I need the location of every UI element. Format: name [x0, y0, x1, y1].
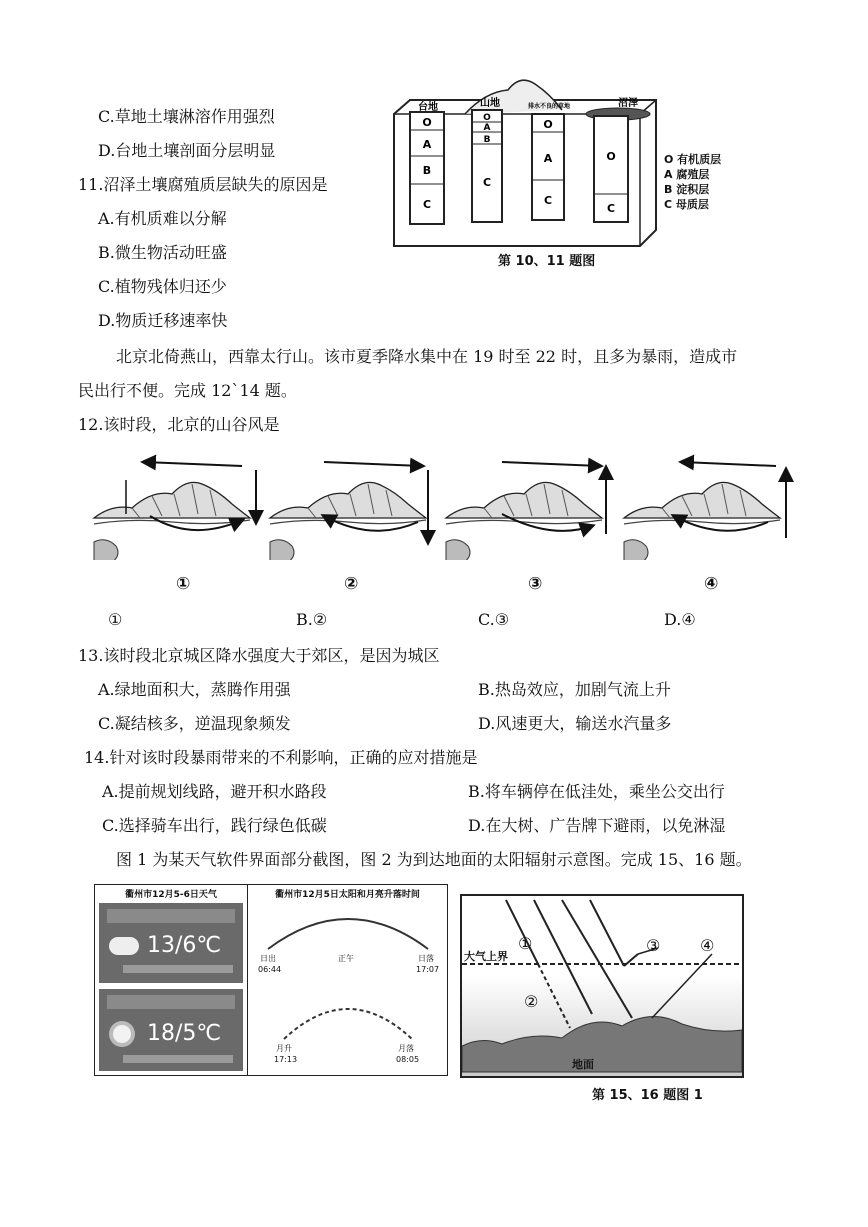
- profile3-o: O: [543, 118, 553, 131]
- moonset-label: 月落: [398, 1044, 414, 1053]
- q13-stem: 13.该时段北京城区降水强度大于郊区，是因为城区: [78, 646, 440, 665]
- diagram-label-2: ②: [344, 574, 359, 594]
- profile2-c: C: [482, 176, 492, 189]
- diagram-label-1: ①: [176, 574, 191, 594]
- ground-label: 地面: [572, 1058, 594, 1071]
- q10-option-d: D.台地土壤剖面分层明显: [98, 141, 276, 160]
- q10-option-c: C.草地土壤淋溶作用强烈: [98, 107, 275, 126]
- soil-legend: [664, 152, 721, 212]
- q13-option-d: D.风速更大，输送水汽量多: [478, 714, 672, 733]
- ray-label-3: ③: [646, 936, 661, 955]
- moon-arc: [284, 1009, 412, 1039]
- q11-option-b: B.微生物活动旺盛: [98, 243, 227, 262]
- sun-arc: [268, 919, 428, 949]
- sun-moon-title: 衢州市12月5日太阳和月亮升落时间: [275, 890, 420, 900]
- weather-title: 衢州市12月5-6日天气: [125, 890, 217, 900]
- legend-item-o: O 有机质层: [664, 153, 722, 166]
- atmosphere-label: 大气上界: [464, 950, 508, 963]
- profile1-o: O: [422, 116, 432, 129]
- sun-moon-panel: [248, 885, 447, 1075]
- ray-label-2: ②: [524, 992, 539, 1011]
- q13-option-b: B.热岛效应，加剧气流上升: [478, 680, 671, 699]
- sunrise-label: 日出: [260, 954, 276, 963]
- q13-option-c: C.凝结核多，逆温现象频发: [98, 714, 291, 733]
- diagram-4: [624, 462, 786, 560]
- profile2-a: A: [483, 123, 491, 133]
- q12-option-c: C.③: [478, 610, 510, 629]
- temp-day2: 18/5℃: [147, 1021, 222, 1046]
- sun-icon: [113, 1025, 131, 1043]
- diagram-1: [94, 462, 256, 560]
- q12-option-b: B.②: [296, 610, 328, 629]
- profile2-b: B: [483, 135, 491, 145]
- moonrise-time: 17:13: [274, 1055, 298, 1064]
- q11-option-d: D.物质迁移速率快: [98, 311, 228, 330]
- passage-15-16: 图 1 为某天气软件界面部分截图，图 2 为到达地面的太阳辐射示意图。完成 15、16 题。: [116, 850, 752, 869]
- profile1-b: B: [422, 164, 432, 177]
- profile3-a: A: [543, 152, 553, 165]
- profile1-c: C: [422, 198, 432, 211]
- site-label-swamp: 沼泽: [618, 98, 638, 109]
- cloud-sun-icon: [109, 937, 139, 955]
- profile1-a: A: [422, 138, 432, 151]
- weather-panel: [95, 885, 248, 1075]
- diagram-label-4: ④: [704, 574, 719, 594]
- q11-option-c: C.植物残体归还少: [98, 277, 227, 296]
- sunrise-time: 06:44: [258, 965, 282, 974]
- profile2-o: O: [483, 113, 491, 123]
- legend-item-b: B 淀积层: [664, 183, 710, 196]
- sunset-label: 日落: [418, 954, 434, 963]
- q11-stem: 11.沼泽土壤腐殖质层缺失的原因是: [78, 175, 328, 194]
- weather-app-screenshot: [94, 884, 448, 1076]
- q12-option-d: D.④: [664, 610, 696, 629]
- moonrise-label: 月升: [276, 1044, 292, 1053]
- legend-item-c: C 母质层: [664, 198, 709, 211]
- ray-label-1: ①: [518, 934, 533, 953]
- q14-stem: 14.针对该时段暴雨带来的不利影响，正确的应对措施是: [84, 748, 478, 767]
- noon-label: 正午: [338, 954, 354, 963]
- soil-profile-figure: [390, 70, 670, 250]
- q13-option-a: A.绿地面积大，蒸腾作用强: [98, 680, 291, 699]
- site-label-mountain: 山地: [480, 98, 500, 109]
- diagram-3: [446, 462, 606, 560]
- q11-option-a: A.有机质难以分解: [98, 209, 227, 228]
- diagram-2: [270, 462, 428, 560]
- q12-stem: 12.该时段，北京的山谷风是: [78, 415, 280, 434]
- passage-12-14-line1: 北京北倚燕山，西靠太行山。该市夏季降水集中在 19 时至 22 时，且多为暴雨，造成市: [116, 347, 738, 366]
- solar-radiation-diagram: [460, 894, 744, 1078]
- weather-card-day2: [99, 989, 243, 1071]
- temp-day1: 13/6℃: [147, 933, 222, 958]
- q14-option-b: B.将车辆停在低洼处，乘坐公交出行: [468, 782, 725, 801]
- sunset-time: 17:07: [416, 965, 440, 974]
- profile3-c: C: [543, 194, 553, 207]
- profile4-o: O: [606, 150, 616, 163]
- weather-card-day1: [99, 903, 243, 983]
- diagram-label-3: ③: [528, 574, 543, 594]
- ray-label-4: ④: [700, 936, 715, 955]
- profile4-c: C: [606, 202, 616, 215]
- soil-figure-caption: 第 10、11 题图: [498, 254, 596, 269]
- moonset-time: 08:05: [396, 1055, 420, 1064]
- valley-wind-figures: [92, 450, 802, 560]
- weather-figure-caption: 第 15、16 题图 1: [592, 1088, 703, 1103]
- q12-option-a: ①: [108, 610, 123, 629]
- passage-12-14-line2: 民出行不便。完成 12`14 题。: [78, 381, 297, 400]
- q14-option-c: C.选择骑车出行，践行绿色低碳: [102, 816, 327, 835]
- q14-option-d: D.在大树、广告牌下避雨，以免淋湿: [468, 816, 726, 835]
- site-label-tableland: 台地: [418, 102, 438, 113]
- site-label-grassland: 排水不良的草地: [528, 103, 571, 110]
- q14-option-a: A.提前规划线路，避开积水路段: [102, 782, 327, 801]
- legend-item-a: A 腐殖层: [664, 168, 710, 181]
